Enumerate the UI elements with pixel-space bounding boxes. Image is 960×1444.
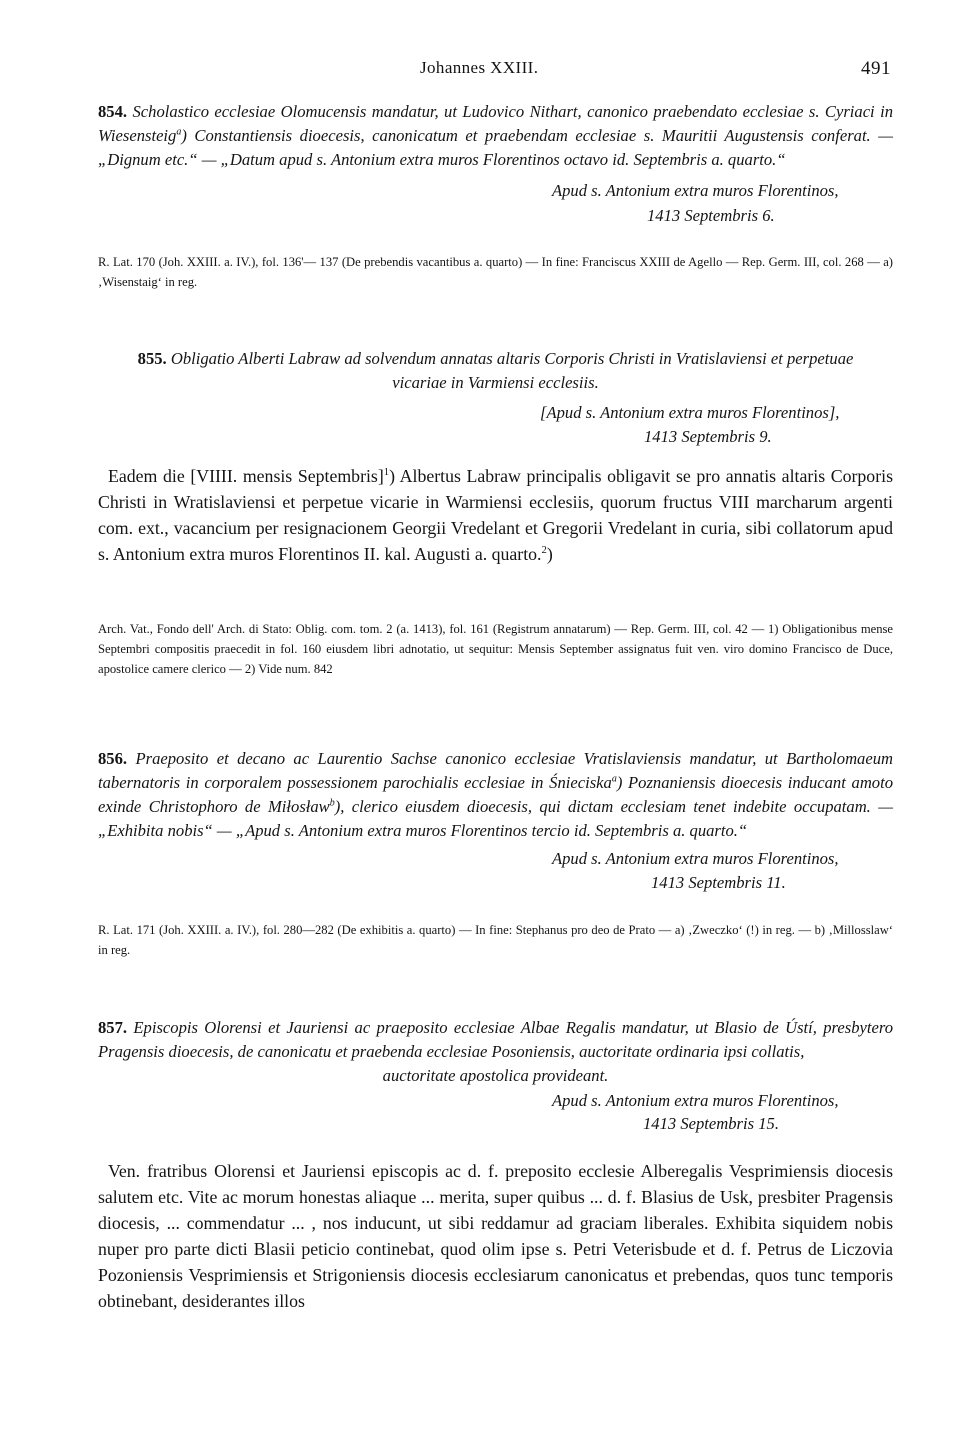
- running-header: [98, 52, 893, 88]
- entry-857-regest: 857. Episcopis Olorensi et Jauriensi ac praeposito ecclesiae Albae Regalis mandatur, ut Blasio de Ústí, presbytero Pragensis dioecesis, de canonicatu et praebenda ecclesiae Posoniensis, auctoritate ordinaria ipsi collatis, auctoritate apostolica provideant.: [98, 1018, 894, 1085]
- entry-855-date: 1413 Septembris 9.: [644, 427, 772, 446]
- entry-857-date: 1413 Septembris 15.: [643, 1114, 779, 1133]
- page-number: 491: [861, 58, 891, 79]
- entry-855-regest: 855. Obligatio Alberti Labraw ad solvendum annatas altaris Corporis Christi in Vratislaviensi et perpetuae vicariae in Varmiensi ecclesiis.: [137, 349, 854, 392]
- entry-854-regest: 854. Scholastico ecclesiae Olomucensis mandatur, ut Ludovico Nithart, canonico praebendato ecclesiae s. Cyriaci in Wiesensteig$^a$) Constantiensis dioecesis, canonicatum et praebendam ecclesiae s. Mauritii Augustensis conferat. — „Dignum etc.“ — „Datum apud s. Antonium extra muros Florentinos octavo id. Septembris a. quarto.“: [98, 102, 894, 169]
- entry-854-footnote: R. Lat. 170 (Joh. XXIII. a. IV.), fol. 136'— 137 (De prebendis vacantibus a. quarto) — In fine: Franciscus XXIII de Agello — Rep. Germ. III, col. 268 — a) ‚Wisenstaig‘ in reg.: [98, 255, 893, 289]
- entry-855-place: [Apud s. Antonium extra muros Florentinos],: [540, 403, 840, 422]
- entry-857-number: 857.: [98, 1018, 128, 1037]
- entry-856-footnote: R. Lat. 171 (Joh. XXIII. a. IV.), fol. 280—282 (De exhibitis a. quarto) — In fine: Stephanus pro deo de Prato — a) ‚Zweczko‘ (!) in reg. — b) ‚Millosslaw‘ in reg.: [98, 923, 893, 957]
- entry-856-regest: 856. Praeposito et decano ac Laurentio Sachse canonico ecclesiae Vratislaviensis mandatur, ut Bartholomaeum tabernatoris in corporalem possessionem parochialis ecclesiae in Śnieciska$^a$) Poznaniensis dioecesis inducant amoto exinde Christophoro de Miłosław$^b$), clerico eiusdem dioecesis, qui dictam ecclesiam tenet indebite occupatam. — „Exhibita nobis“ — „Apud s. Antonium extra muros Florentinos tercio id. Septembris a. quarto.“: [98, 749, 894, 840]
- running-title: Johannes XXIII.: [420, 58, 539, 77]
- entry-855-footnote: Arch. Vat., Fondo dell' Arch. di Stato: Oblig. com. tom. 2 (a. 1413), fol. 161 (Registrum annatarum) — Rep. Germ. III, col. 42 — 1) Obligationibus mense Septembri compositis praecedit in fol. 160 eiusdem libri adnotatio, ut sequitur: Mensis September assignatus fuit ven. viro domino Francisco de Duce, apostolice camere clerico — 2) Vide num. 842: [98, 622, 893, 676]
- entry-854-date: 1413 Septembris 6.: [647, 206, 775, 225]
- entry-856-date: 1413 Septembris 11.: [651, 873, 786, 892]
- entry-854-number: 854.: [98, 102, 128, 121]
- entry-854-place: Apud s. Antonium extra muros Florentinos,: [552, 181, 839, 200]
- entry-856-place: Apud s. Antonium extra muros Florentinos,: [552, 849, 839, 868]
- entry-857-text: Ven. fratribus Olorensi et Jauriensi episcopis ac d. f. preposito ecclesie Alberegalis Vesprimiensis diocesis salutem etc. Vite ac morum honestas aliaque ... merita, super quibus ... d. f. Blasius de Usk, presbiter Pragensis diocesis, ... commendatur ... , nos inducunt, ut sibi reddamur ad graciam liberales. Exhibita siquidem nobis nuper pro parte dicti Blasii peticio continebat, quod olim ipse s. Petri Veterisbude et d. f. Petrus de Liczovia Pozoniensis Vesprimiensis et Strigoniensis diocesis ecclesiarum canonicatus et prebendas, quos tunc temporis obtinebant, desiderantes illos: [98, 1161, 893, 1311]
- entry-856-number: 856.: [98, 749, 128, 768]
- entry-855-number: 855.: [137, 349, 167, 368]
- entry-855-text: Eadem die [VIIII. mensis Septembris]$^1$) Albertus Labraw principalis obligavit se pro annatis altaris Corporis Christi in Wratislaviensi et perpetue vicarie in Warmiensi ecclesiis, quorum fructus VIII marcharum argenti com. ext., vacancium per resignacionem Georgii Vredelant et Gregorii Vredelant in curia, sibi collatorum apud s. Antonium extra muros Florentinos II. kal. Augusti a. quarto.$^2$): [98, 466, 893, 564]
- entry-857-place: Apud s. Antonium extra muros Florentinos,: [552, 1091, 839, 1110]
